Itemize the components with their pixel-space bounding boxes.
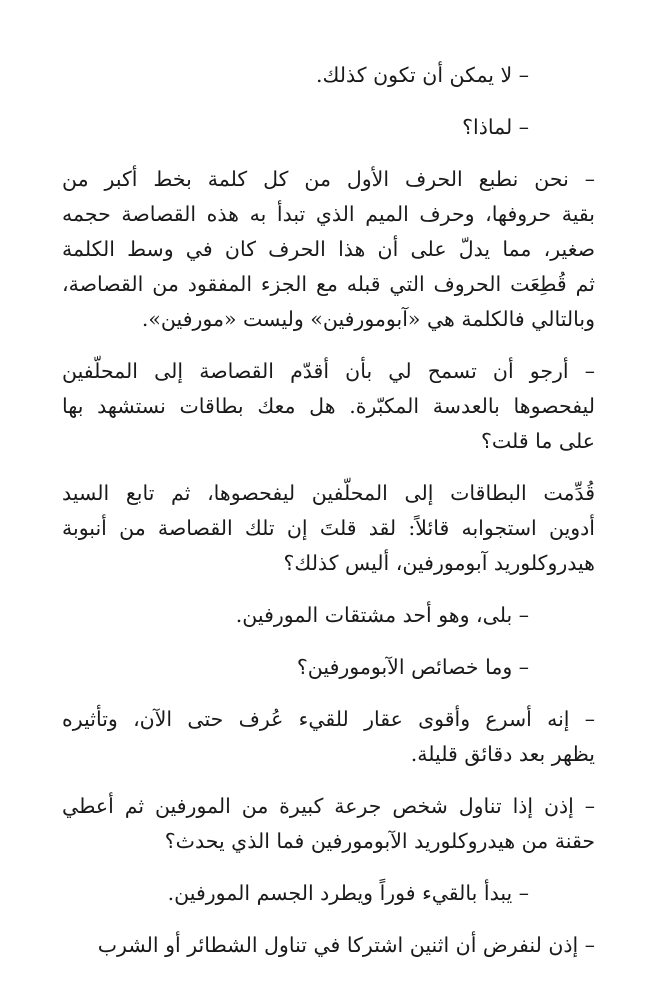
text-line: ثم قُطِعَت الحروف التي قبله مع الجزء المفقود من القصاصة،: [62, 272, 595, 296]
text-line: بقية حروفها، وحرف الميم الذي تبدأ به هذه القصاصة حجمه: [62, 202, 595, 226]
text-line: – بلى، وهو أحد مشتقات المورفين.: [235, 603, 529, 627]
text-line: حقنة من هيدروكلوريد الآبومورفين فما الذي يحدث؟: [164, 829, 595, 853]
text-line: على ما قلت؟: [481, 429, 595, 453]
text-line: أدوين استجوابه قائلاً: لقد قلتَ إن تلك القصاصة من أنبوبة: [62, 516, 595, 540]
text-line: صغير، مما يدلّ على أن هذا الحرف كان في وسط الكلمة: [62, 237, 595, 261]
text-line: هيدروكلوريد آبومورفين، أليس كذلك؟: [283, 551, 595, 575]
dialog-line: [62, 598, 529, 633]
paragraph: [62, 702, 595, 772]
text-line: يظهر بعد دقائق قليلة.: [410, 742, 595, 766]
text-line: وبالتالي فالكلمة هي «آبومورفين» وليست «مورفين».: [141, 307, 595, 331]
text-line: – يبدأ بالقيء فوراً ويطرد الجسم المورفين.: [167, 881, 529, 905]
paragraph: [62, 476, 595, 581]
text-line: – إذن إذا تناول شخص جرعة كبيرة من المورفين ثم أعطي: [62, 794, 595, 818]
dialog-line: [62, 650, 529, 685]
paragraph: [62, 928, 595, 963]
dialog-line: [62, 58, 529, 93]
text-line: – إنه أسرع وأقوى عقار للقيء عُرف حتى الآن، وتأثيره: [62, 707, 595, 731]
paragraph: [62, 789, 595, 859]
text-line: قُدِّمت البطاقات إلى المحلّفين ليفحصوها، ثم تابع السيد: [62, 481, 595, 505]
text-line: ليفحصوها بالعدسة المكبّرة. هل معك بطاقات نستشهد بها: [62, 394, 595, 418]
paragraph: [62, 162, 595, 337]
text-line: – وما خصائص الآبومورفين؟: [296, 655, 529, 679]
dialog-line: [62, 110, 529, 145]
text-line: – إذن لنفرض أن اثنين اشتركا في تناول الشطائر أو الشرب: [97, 933, 595, 957]
text-line: – لا يمكن أن تكون كذلك.: [316, 63, 529, 87]
text-line: – أرجو أن تسمح لي بأن أقدّم القصاصة إلى المحلّفين: [62, 359, 595, 383]
text-line: – لماذا؟: [462, 115, 529, 139]
text-line: – نحن نطبع الحرف الأول من كل كلمة بخط أكبر من: [62, 167, 595, 191]
dialog-line: [62, 876, 529, 911]
paragraph: [62, 354, 595, 459]
